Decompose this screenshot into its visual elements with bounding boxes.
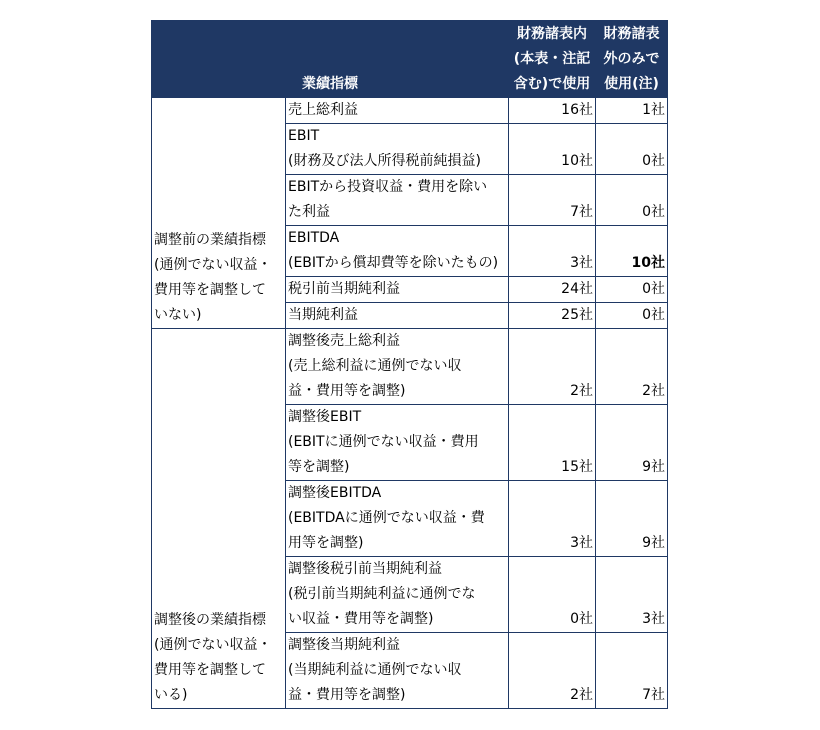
metric-name: 当期純利益	[286, 303, 509, 329]
count-in-financial-statements: 16社	[509, 98, 596, 124]
count-outside-financial-statements: 0社	[596, 175, 668, 226]
count-outside-financial-statements: 10社	[596, 226, 668, 277]
count-outside-financial-statements: 3社	[596, 557, 668, 633]
count-in-financial-statements: 7社	[509, 175, 596, 226]
count-in-financial-statements: 2社	[509, 329, 596, 405]
metric-name: 税引前当期純利益	[286, 277, 509, 303]
group-label: 調整前の業績指標 (通例でない収益・ 費用等を調整して いない)	[152, 98, 286, 329]
metric-name: 売上総利益	[286, 98, 509, 124]
metric-name: 調整後当期純利益 (当期純利益に通例でない収 益・費用等を調整)	[286, 633, 509, 709]
count-outside-financial-statements: 1社	[596, 98, 668, 124]
header-in-financial-statements: 財務諸表内 (本表・注記 含む)で使用	[509, 21, 596, 98]
metric-name: EBITから投資収益・費用を除い た利益	[286, 175, 509, 226]
table-header-row	[152, 21, 668, 98]
count-in-financial-statements: 25社	[509, 303, 596, 329]
table-body	[152, 98, 668, 709]
metric-name: 調整後税引前当期純利益 (税引前当期純利益に通例でな い収益・費用等を調整)	[286, 557, 509, 633]
count-in-financial-statements: 0社	[509, 557, 596, 633]
group-label: 調整後の業績指標 (通例でない収益・ 費用等を調整して いる)	[152, 329, 286, 709]
count-outside-financial-statements: 0社	[596, 124, 668, 175]
metric-name: EBIT (財務及び法人所得税前純損益)	[286, 124, 509, 175]
count-in-financial-statements: 3社	[509, 481, 596, 557]
count-outside-financial-statements: 7社	[596, 633, 668, 709]
header-outside-financial-statements: 財務諸表 外のみで 使用(注)	[596, 21, 668, 98]
performance-metrics-table	[151, 20, 668, 709]
count-outside-financial-statements: 0社	[596, 277, 668, 303]
metric-name: 調整後売上総利益 (売上総利益に通例でない収 益・費用等を調整)	[286, 329, 509, 405]
count-in-financial-statements: 15社	[509, 405, 596, 481]
metric-name: 調整後EBITDA (EBITDAに通例でない収益・費 用等を調整)	[286, 481, 509, 557]
count-in-financial-statements: 2社	[509, 633, 596, 709]
metric-name: EBITDA (EBITから償却費等を除いたもの)	[286, 226, 509, 277]
count-in-financial-statements: 10社	[509, 124, 596, 175]
count-outside-financial-statements: 0社	[596, 303, 668, 329]
table-row	[152, 329, 668, 405]
count-outside-financial-statements: 9社	[596, 481, 668, 557]
count-in-financial-statements: 3社	[509, 226, 596, 277]
count-outside-financial-statements: 2社	[596, 329, 668, 405]
count-outside-financial-statements: 9社	[596, 405, 668, 481]
table-row	[152, 98, 668, 124]
count-in-financial-statements: 24社	[509, 277, 596, 303]
header-metrics: 業績指標	[152, 21, 509, 98]
metric-name: 調整後EBIT (EBITに通例でない収益・費用 等を調整)	[286, 405, 509, 481]
